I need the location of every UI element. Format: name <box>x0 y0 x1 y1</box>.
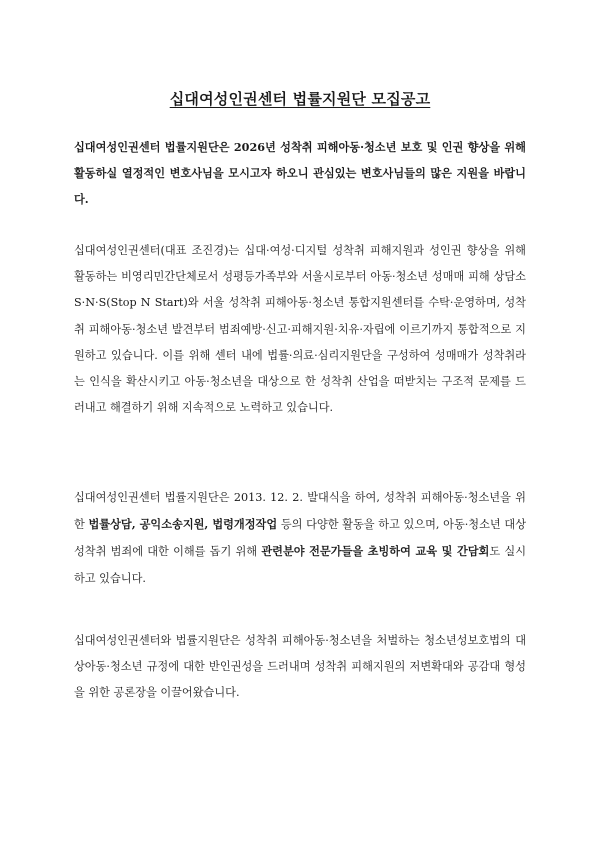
center-description-paragraph: 십대여성인권센터(대표 조진경)는 십대·여성·디지털 성착취 피해지원과 성인권 향상을 위해 활동하는 비영리민간단체로서 성평등가족부와 서울시로부터 아동·청소년 성매매 피해 상담소 S·N·S(Stop N Start)와 서울 성착취 피해아동·청소년 통합지원센터를 수탁·운영하며, 성착취 피해아동·청소년 발견부터 범죄예방·신고·피해지원·치유·자립에 이르기까지 통합적으로 지원하고 있습니다. 이를 위해 센터 내에 법률·의료·심리지원단을 구성하여 성매매가 성착취라는 인식을 확산시키고 아동·청소년을 대상으로 한 성착취 산업을 떠받치는 구조적 문제를 드러내고 해결하기 위해 지속적으로 노력하고 있습니다. <box>74 244 526 415</box>
highlighted-education: 관련분야 전문가들을 초빙하여 교육 및 간담회 <box>261 544 490 559</box>
intro-paragraph: 십대여성인권센터 법률지원단은 2026년 성착취 피해아동·청소년 보호 및 인권 향상을 위해 활동하실 열정적인 변호사님을 모시고자 하오니 관심있는 변호사님들의 많은 지원을 바랍니다. <box>74 140 526 207</box>
advocacy-paragraph: 십대여성인권센터와 법률지원단은 성착취 피해아동·청소년을 처벌하는 청소년성보호법의 대상아동·청소년 규정에 대한 반인권성을 드러내며 성착취 피해지원의 저변확대와 공감대 형성을 위한 공론장을 이끌어왔습니다. <box>74 634 526 700</box>
legal-team-activities-paragraph <box>74 485 526 592</box>
paragraph-text: 십대여성인권센터 법률지원단은 2013. 12. 2. 발대식을 하여, 성착취 피해아동·청소년을 위한 <box>74 491 526 532</box>
paragraph-text: 도 실시하고 있습니다. <box>74 545 526 585</box>
highlighted-activities: 법률상담, 공익소송지원, 법령개정작업 <box>88 517 278 532</box>
paragraph-text: 등의 다양한 활동을 하고 있으며, 아동·청소년 대상 성착취 범죄에 대한 이해를 돕기 위해 <box>74 518 526 559</box>
page-title: 십대여성인권센터 법률지원단 모집공고 <box>169 90 431 108</box>
